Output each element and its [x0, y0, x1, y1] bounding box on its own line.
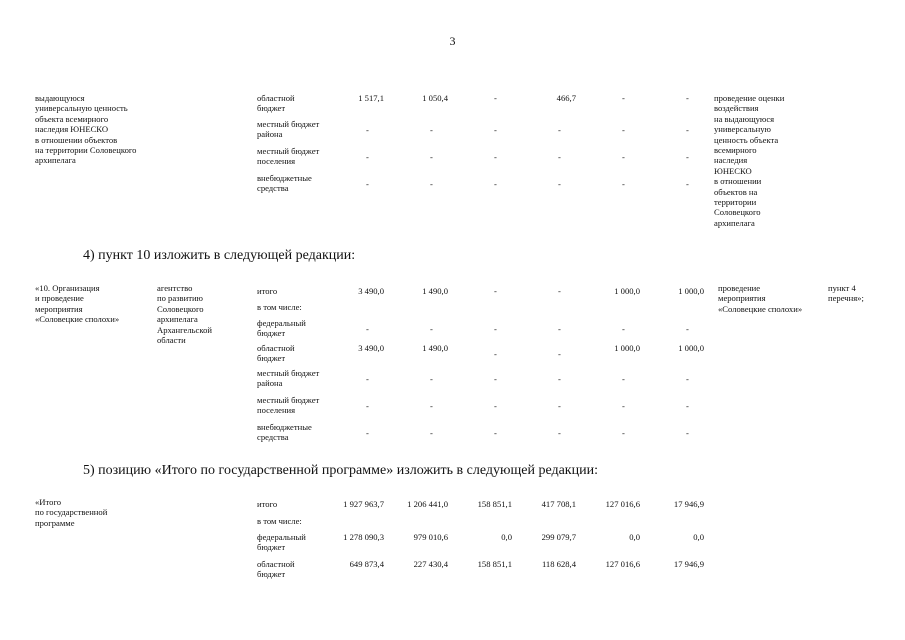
block2-cell: - — [686, 374, 689, 384]
block2-cell: - — [558, 286, 561, 296]
block1-row-label: местный бюджет района — [257, 119, 320, 140]
block2-cell: - — [430, 374, 433, 384]
block1-row-label: местный бюджет поселения — [257, 146, 320, 167]
block2-cell: 1 000,0 — [614, 343, 640, 353]
block1-cell: - — [494, 179, 497, 189]
block2-cell: - — [494, 324, 497, 334]
block2-cell: - — [622, 428, 625, 438]
page-number: 3 — [449, 34, 456, 48]
block1-left-text: выдающуюся универсальную ценность объекта всемирного наследия ЮНЕСКО в отношении объектов на территории Соловецкого архипелага — [35, 93, 137, 166]
block3-cell: 1 278 090,3 — [343, 532, 384, 542]
block2-col2: агентство по развитию Соловецкого архипелага Архангельской области — [157, 283, 212, 346]
block1-row-label: внебюджетные средства — [257, 173, 312, 194]
block3-cell: 0,0 — [629, 532, 640, 542]
block2-cell: - — [558, 374, 561, 384]
block3-row-label: областной бюджет — [257, 559, 295, 580]
block2-cell: - — [366, 374, 369, 384]
block1-cell: - — [366, 179, 369, 189]
block3-cell: 127 016,6 — [605, 499, 640, 509]
block2-cell: 1 000,0 — [614, 286, 640, 296]
block1-cell: - — [686, 93, 689, 103]
block2-cell: - — [494, 349, 497, 359]
block1-cell: - — [430, 179, 433, 189]
block3-cell: 17 946,9 — [673, 559, 704, 569]
block2-cell: - — [686, 401, 689, 411]
block3-col1: «Итого по государственной программе — [35, 497, 108, 528]
block2-cell: 1 490,0 — [422, 343, 448, 353]
block1-cell: 1 050,4 — [422, 93, 448, 103]
block2-cell: - — [494, 374, 497, 384]
block2-cell: - — [430, 324, 433, 334]
block2-cell: 1 000,0 — [678, 343, 704, 353]
block3-row-label: в том числе: — [257, 516, 302, 526]
block2-cell: 3 490,0 — [358, 343, 384, 353]
block2-cell: - — [430, 428, 433, 438]
block1-cell: - — [366, 125, 369, 135]
block1-cell: - — [494, 125, 497, 135]
block2-cell: - — [430, 401, 433, 411]
block2-cell: - — [558, 349, 561, 359]
block3-cell: 1 206 441,0 — [407, 499, 448, 509]
block2-result: проведение мероприятия «Соловецкие сполохи» — [718, 283, 803, 314]
block2-cell: - — [558, 428, 561, 438]
block3-cell: 127 016,6 — [605, 559, 640, 569]
block1-cell: - — [622, 125, 625, 135]
block1-cell: 1 517,1 — [358, 93, 384, 103]
block2-ref: пункт 4 перечня»; — [828, 283, 864, 304]
block2-cell: 1 000,0 — [678, 286, 704, 296]
block1-cell: - — [622, 152, 625, 162]
block3-cell: 17 946,9 — [673, 499, 704, 509]
block2-row-label: областной бюджет — [257, 343, 295, 364]
block3-cell: 158 851,1 — [477, 559, 512, 569]
block3-cell: 417 708,1 — [541, 499, 576, 509]
block2-col1: «10. Организация и проведение мероприятия «Соловецкие сполохи» — [35, 283, 120, 325]
block2-cell: - — [558, 324, 561, 334]
block3-cell: 299 079,7 — [541, 532, 576, 542]
heading-item-4: 4) пункт 10 изложить в следующей редакции: — [83, 248, 356, 263]
block1-cell: - — [558, 125, 561, 135]
block3-cell: 1 927 963,7 — [343, 499, 384, 509]
block2-cell: - — [622, 324, 625, 334]
block3-row-label: федеральный бюджет — [257, 532, 306, 553]
block1-right-text: проведение оценки воздействия на выдающуюся универсальную ценность объекта всемирного наследия ЮНЕСКО в отношении объектов на территории Соловецкого архипелага — [714, 93, 785, 228]
block2-cell: 1 490,0 — [422, 286, 448, 296]
block3-cell: 0,0 — [501, 532, 512, 542]
block2-row-label: в том числе: — [257, 302, 302, 312]
block1-row-label: областной бюджет — [257, 93, 295, 114]
block2-cell: - — [494, 286, 497, 296]
block2-cell: - — [686, 428, 689, 438]
block1-cell: - — [494, 152, 497, 162]
block2-cell: - — [494, 401, 497, 411]
block1-cell: - — [494, 93, 497, 103]
block1-cell: - — [366, 152, 369, 162]
block1-cell: - — [686, 179, 689, 189]
block1-cell: - — [686, 152, 689, 162]
block1-cell: - — [430, 125, 433, 135]
block1-cell: - — [686, 125, 689, 135]
block2-row-label: итого — [257, 286, 278, 296]
block1-cell: 466,7 — [556, 93, 576, 103]
block1-cell: - — [558, 179, 561, 189]
block1-cell: - — [430, 152, 433, 162]
block3-cell: 227 430,4 — [413, 559, 448, 569]
block2-row-label: внебюджетные средства — [257, 422, 312, 443]
block3-row-label: итого — [257, 499, 278, 509]
block2-row-label: местный бюджет поселения — [257, 395, 320, 416]
block1-cell: - — [558, 152, 561, 162]
block2-cell: - — [494, 428, 497, 438]
block2-cell: - — [558, 401, 561, 411]
block3-cell: 979 010,6 — [413, 532, 448, 542]
block2-cell: - — [622, 401, 625, 411]
block2-cell: - — [366, 428, 369, 438]
block2-cell: 3 490,0 — [358, 286, 384, 296]
block2-row-label: федеральный бюджет — [257, 318, 306, 339]
heading-item-5: 5) позицию «Итого по государственной программе» изложить в следующей редакции: — [83, 463, 598, 478]
block3-cell: 158 851,1 — [477, 499, 512, 509]
block3-cell: 0,0 — [693, 532, 704, 542]
block1-cell: - — [622, 179, 625, 189]
block2-cell: - — [366, 401, 369, 411]
block2-row-label: местный бюджет района — [257, 368, 320, 389]
block3-cell: 649 873,4 — [349, 559, 384, 569]
block1-cell: - — [622, 93, 625, 103]
block2-cell: - — [686, 324, 689, 334]
block3-cell: 118 628,4 — [541, 559, 576, 569]
block2-cell: - — [622, 374, 625, 384]
block2-cell: - — [366, 324, 369, 334]
